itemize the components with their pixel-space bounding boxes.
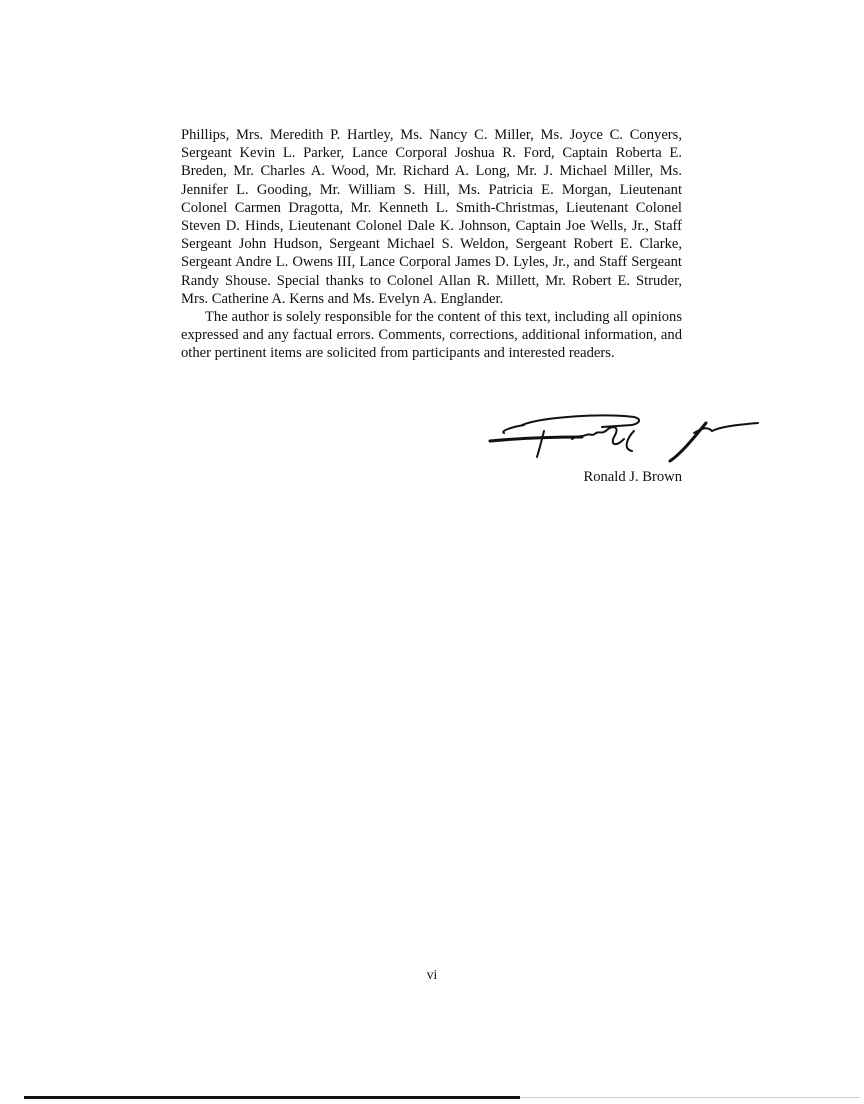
- page-number: vi: [426, 967, 438, 982]
- handwritten-signature: [482, 405, 767, 465]
- signer-name: Ronald J. Brown: [583, 469, 682, 485]
- scan-edge-line: [24, 1096, 520, 1099]
- acknowledgments-paragraph: Phillips, Mrs. Meredith P. Hartley, Ms. Nancy C. Miller, Ms. Joyce C. Conyers, Sergeant Kevin L. Parker, Lance Corporal Joshua R. Ford, Captain Roberta E. Breden, Mr. Charles A. Wood, Mr. Richard A. Long, Mr. J. Michael Miller, Ms. Jennifer L. Gooding, Mr. William S. Hill, Ms. Patricia E. Morgan, Lieutenant Colonel Carmen Dragotta, Mr. Kenneth L. Smith-Christmas, Lieutenant Colonel Steven D. Hinds, Lieutenant Colonel Dale K. Johnson, Captain Joe Wells, Jr., Staff Sergeant John Hudson, Sergeant Michael S. Weldon, Sergeant Robert E. Clarke, Sergeant Andre L. Owens III, Lance Corporal James D. Lyles, Jr., and Staff Sergeant Randy Shouse. Special thanks to Colonel Allan R. Millett, Mr. Robert E. Struder, Mrs. Catherine A. Kerns and Ms. Evelyn A. Englander.: [181, 127, 682, 307]
- responsibility-paragraph: The author is solely responsible for the content of this text, including all opinions expressed and any factual errors. Comments, corrections, additional information, and other pertinent items are solicited from participants and interested readers.: [181, 309, 682, 362]
- scan-edge-faint-line: [520, 1097, 860, 1098]
- body-text: [181, 126, 682, 363]
